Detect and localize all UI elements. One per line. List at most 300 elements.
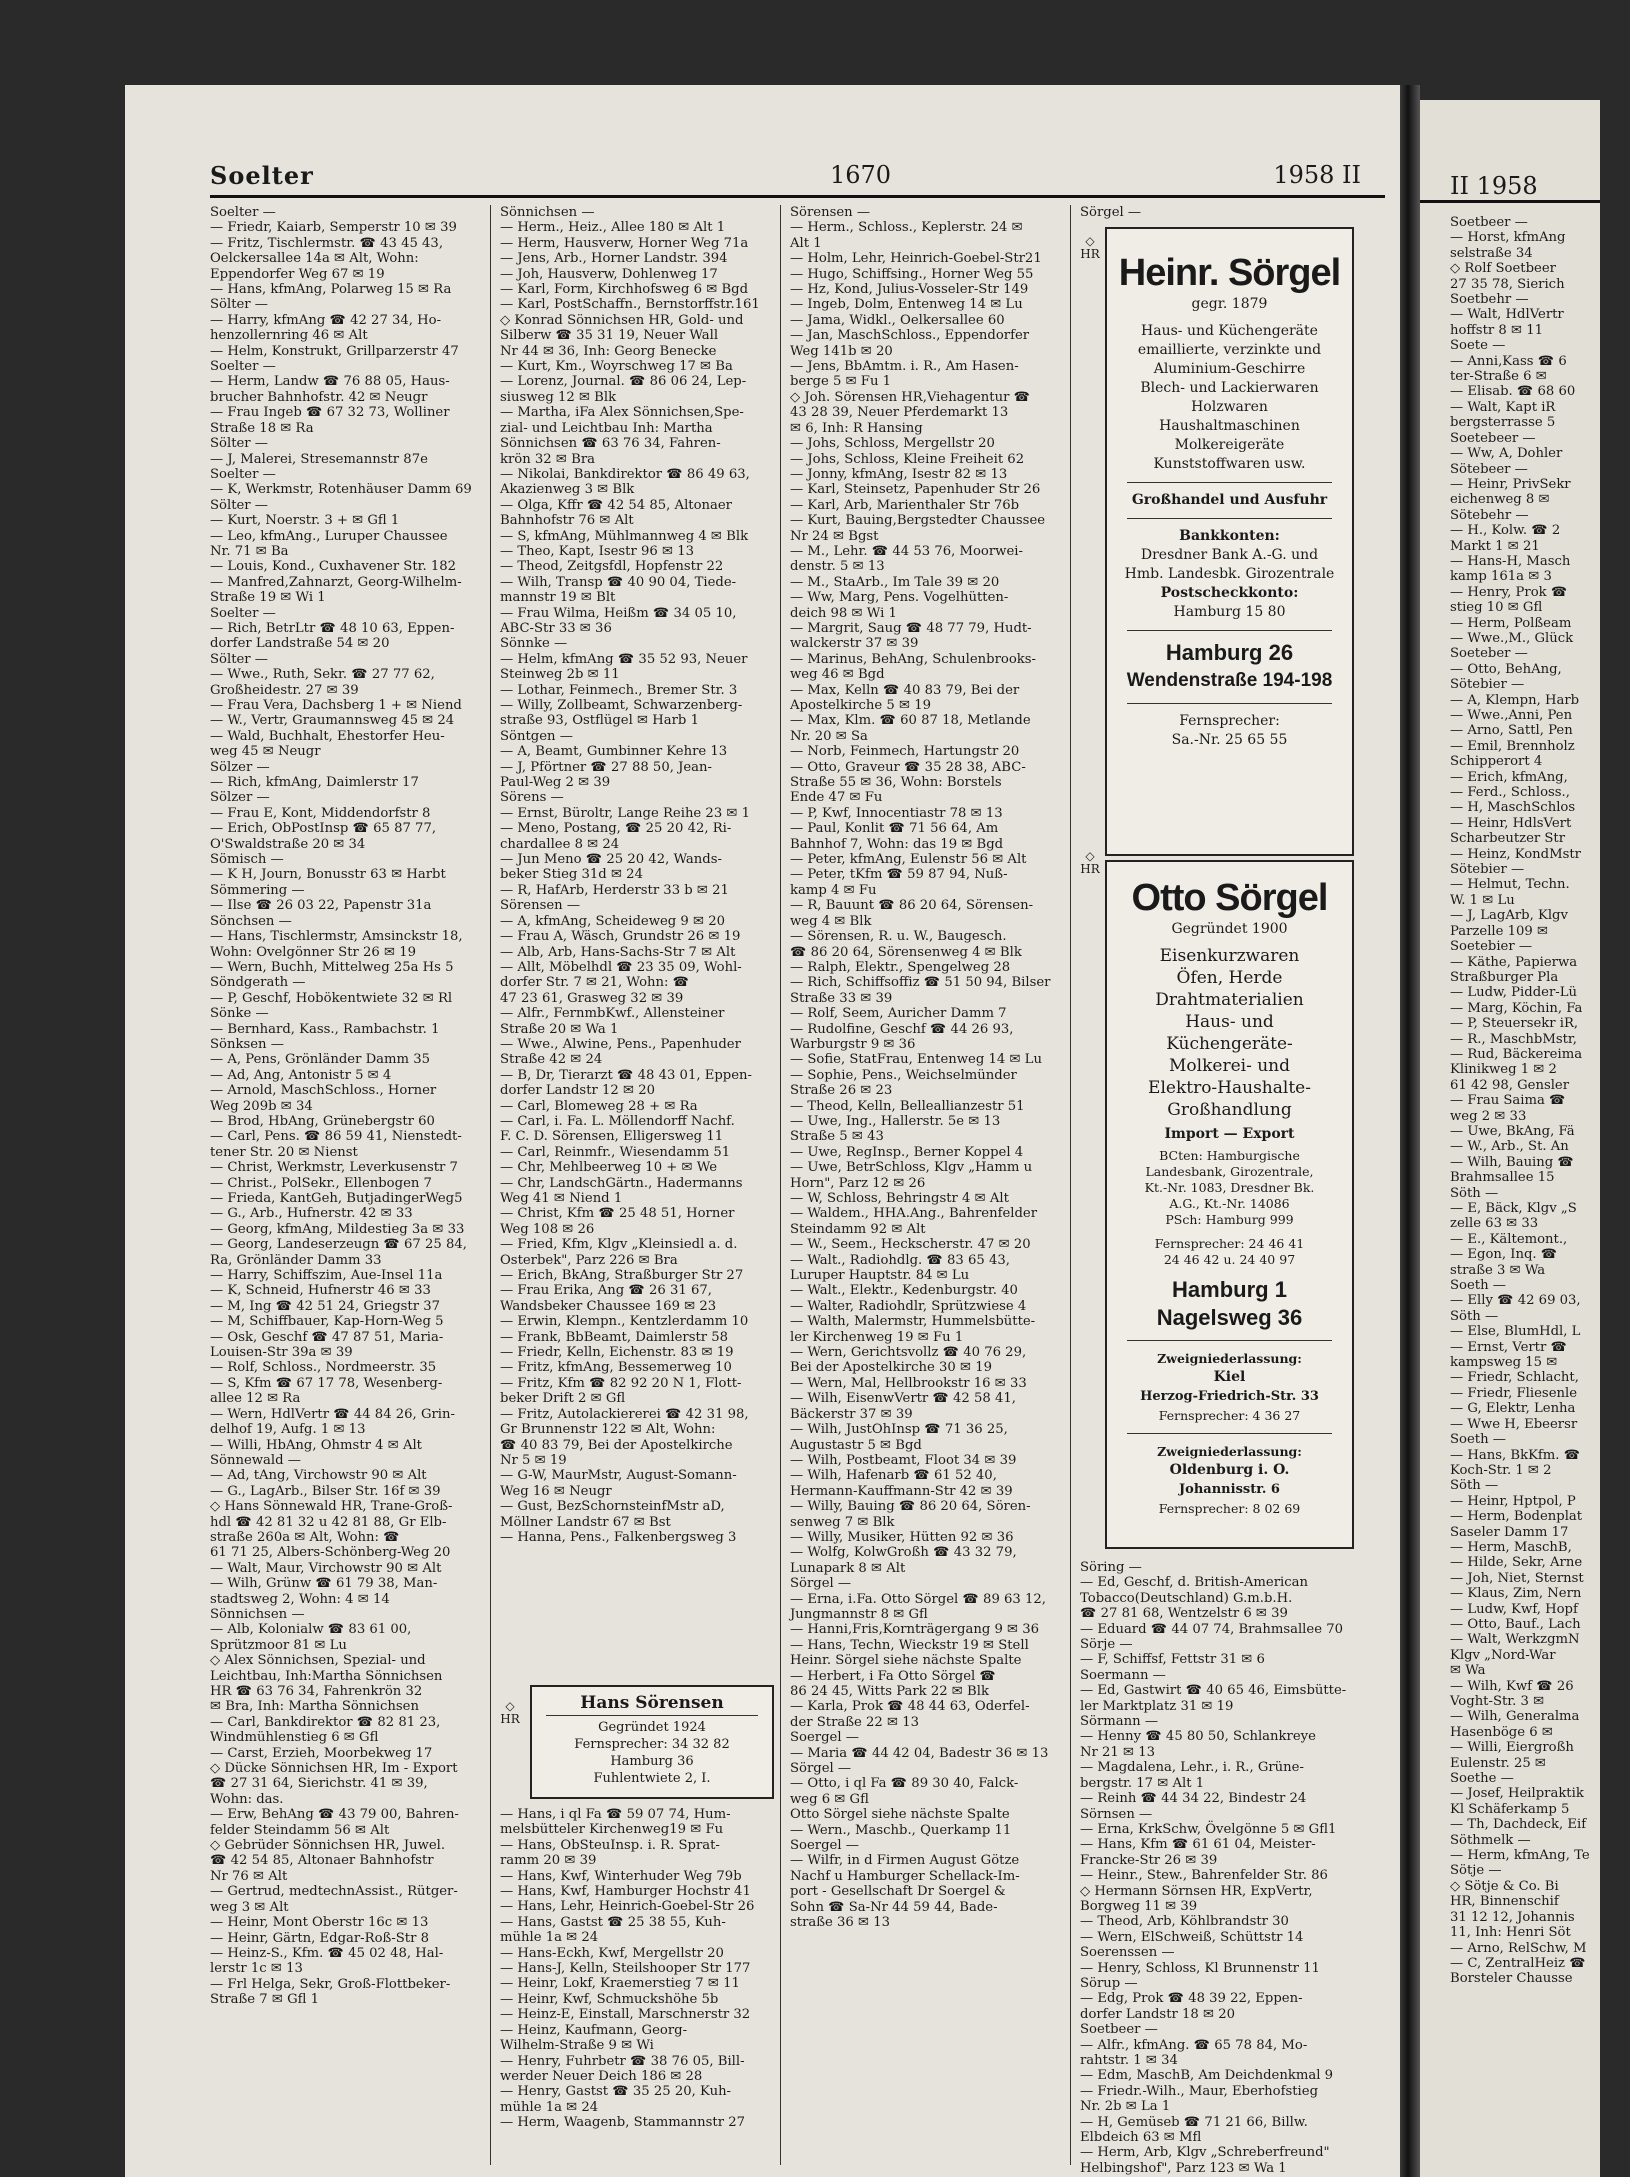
directory-entry: — Herm, kfmAng, Te xyxy=(1450,1848,1590,1864)
directory-entry: stieg 10 ✉ Gfl xyxy=(1450,600,1543,616)
directory-entry: ◇ Joh. Sörensen HR,Viehagentur ☎ xyxy=(790,389,1031,405)
directory-entry: — Harry, Schiffszim, Aue-Insel 11a xyxy=(210,1268,443,1284)
directory-entry: ☎ 27 81 68, Wentzelstr 6 ✉ 39 xyxy=(1080,1606,1288,1622)
directory-entry: — Wilh, Generalma xyxy=(1450,1709,1580,1725)
directory-entry: — Fritz, Kfm ☎ 82 92 20 N 1, Flott- xyxy=(500,1375,742,1391)
ad-city: Hamburg 26 xyxy=(1165,640,1294,665)
directory-entry: Weg 209b ✉ 34 xyxy=(210,1098,313,1114)
directory-entry: — Jan, MaschSchloss., Eppendorfer xyxy=(790,328,1030,344)
directory-entry: — Heinr., Stew., Bahrenfelder Str. 86 xyxy=(1080,1868,1328,1884)
ad-phone-title: Fernsprecher: xyxy=(1179,713,1280,729)
directory-entry: — Wilh, Kwf ☎ 26 xyxy=(1450,1678,1574,1694)
directory-entry: kamp 4 ✉ Fu xyxy=(790,882,877,898)
directory-entry: kampsweg 15 ✉ xyxy=(1450,1355,1558,1371)
directory-entry: — Henry, Gastst ☎ 35 25 20, Kuh- xyxy=(500,2084,732,2100)
directory-entry: denstr. 5 ✉ 13 xyxy=(790,559,885,575)
directory-entry: — Fritz, Autolackiererei ☎ 42 31 98, xyxy=(500,1406,749,1422)
directory-entry: Augustastr 5 ✉ Bgd xyxy=(790,1437,922,1453)
directory-entry: — Christ, Werkmstr, Leverkusenstr 7 xyxy=(210,1160,458,1176)
hr-marker: ◇ HR xyxy=(500,1699,520,1726)
directory-entry: — Herm., Schloss., Keplerstr. 24 ✉ xyxy=(790,220,1023,236)
directory-entry: Akazienweg 3 ✉ Blk xyxy=(500,482,635,498)
directory-entry: — Josef, Heilpraktik xyxy=(1450,1786,1584,1802)
ad-hans-soerensen xyxy=(530,1685,774,1799)
ad-branch1-title: Zweigniederlassung: xyxy=(1157,1351,1302,1366)
directory-entry: Soerenssen — xyxy=(1080,1945,1175,1961)
ad-line: Molkereigeräte xyxy=(1174,437,1285,453)
directory-entry: — Horst, kfmAng xyxy=(1450,230,1566,246)
column-1 xyxy=(210,205,480,2165)
directory-entry: ◇ Dücke Sönnichsen HR, Im - Export xyxy=(210,1761,458,1777)
directory-entry: Eulenstr. 25 ✉ xyxy=(1450,1755,1546,1771)
directory-entry: Großheidestr. 27 ✉ 39 xyxy=(210,682,359,698)
directory-entry: — Ingeb, Dolm, Entenweg 14 ✉ Lu xyxy=(790,297,1023,313)
directory-entry: — Martha, iFa Alex Sönnichsen,Spe- xyxy=(500,405,744,421)
directory-entry: — G-W, MaurMstr, August-Somann- xyxy=(500,1468,737,1484)
directory-entry: — Wern, Mal, Hellbrookstr 16 ✉ 33 xyxy=(790,1375,1027,1391)
directory-entry: Schipperort 4 xyxy=(1450,754,1543,770)
directory-entry: — Hans, Gastst ☎ 25 38 55, Kuh- xyxy=(500,1914,726,1930)
directory-entry: Apostelkirche 5 ✉ 19 xyxy=(790,698,931,713)
directory-entry: Straße 19 ✉ Wi 1 xyxy=(210,590,326,606)
directory-entry: — Henry, Fuhrbetr ☎ 38 76 05, Bill- xyxy=(500,2053,745,2069)
directory-entry: — Hans, Techn, Wieckstr 19 ✉ Stell xyxy=(790,1637,1029,1653)
directory-entry: Sönnichsen ☎ 63 76 34, Fahren- xyxy=(500,436,721,452)
directory-entry: Soelter — xyxy=(210,205,276,220)
directory-entry: ✉ Wa xyxy=(1450,1663,1486,1679)
directory-entry: — Kurt, Bauing,Bergstedter Chaussee xyxy=(790,513,1046,529)
directory-entry: ler Marktplatz 31 ✉ 19 xyxy=(1080,1698,1234,1714)
ad-line: Kt.-Nr. 1083, Dresdner Bk. xyxy=(1144,1180,1315,1195)
directory-entry: ☎ 42 54 85, Altonaer Bahnhofstr xyxy=(210,1853,434,1869)
directory-entry: — W., Seem., Heckscherstr. 47 ✉ 20 xyxy=(790,1237,1031,1253)
directory-entry: — Heinz, Kaufmann, Georg- xyxy=(500,2022,688,2038)
directory-entry: Soeteber — xyxy=(1450,646,1528,662)
directory-entry: — Ralph, Elektr., Spengelweg 28 xyxy=(790,959,1011,975)
running-head-name: Soelter xyxy=(210,161,314,190)
directory-entry: — Wwe., Ruth, Sekr. ☎ 27 77 62, xyxy=(210,667,435,683)
directory-entry: Sörup — xyxy=(1080,1975,1138,1991)
directory-entry: — K, Werkmstr, Rotenhäuser Damm 69 xyxy=(210,482,472,498)
directory-entry: — Heinz-S., Kfm. ☎ 45 02 48, Hal- xyxy=(210,1945,444,1961)
directory-entry: Warburgstr 9 ✉ 36 xyxy=(790,1036,916,1052)
directory-entry: — Erich, BkAng, Straßburger Str 27 xyxy=(500,1268,744,1284)
directory-entry: Jungmannstr 8 ✉ Gfl xyxy=(790,1606,928,1622)
directory-entry: Soeth — xyxy=(1450,1278,1506,1294)
directory-entry: — Elisab. ☎ 68 60 xyxy=(1450,384,1576,400)
directory-entry: — Fritz, kfmAng, Bessemerweg 10 xyxy=(500,1360,732,1376)
directory-entry: — Herm, MaschB, xyxy=(1450,1539,1572,1555)
directory-entry: ◇ Gebrüder Sönnichsen HR, Juwel. xyxy=(210,1838,446,1854)
directory-entry: Soergel — xyxy=(790,1730,859,1746)
ad-phone xyxy=(1107,1236,1352,1268)
directory-entry: Sörnsen — xyxy=(1080,1806,1153,1822)
directory-entry: — Marg, Köchin, Fa xyxy=(1450,1000,1583,1016)
directory-entry: — Olga, Kffr ☎ 42 54 85, Altonaer xyxy=(500,497,732,513)
directory-entry: — Ww, A, Dohler xyxy=(1450,446,1563,462)
ad-branch1-street: Herzog-Friedrich-Str. 33 xyxy=(1140,1389,1319,1404)
directory-entry: port - Gesellschaft Dr Soergel & xyxy=(790,1884,1006,1900)
directory-entry: — Wwe.,Anni, Pen xyxy=(1450,708,1573,723)
directory-entry: — C, ZentralHeiz ☎ xyxy=(1450,1955,1586,1971)
directory-entry: W. 1 ✉ Lu xyxy=(1450,892,1515,908)
directory-entry: — Rud, Bäckereima xyxy=(1450,1046,1583,1062)
directory-entry: straße 260a ✉ Alt, Wohn: ☎ xyxy=(210,1529,400,1545)
directory-entry: — F, Schiffsf, Fettstr 31 ✉ 6 xyxy=(1080,1652,1265,1668)
directory-entry: chardallee 8 ✉ 24 xyxy=(500,836,620,852)
directory-entry: Möllner Landstr 67 ✉ Bst xyxy=(500,1514,671,1530)
directory-entry: — A, Beamt, Gumbinner Kehre 13 xyxy=(500,744,728,760)
directory-entry: Weg 16 ✉ Neugr xyxy=(500,1483,612,1499)
directory-entry: — G, Elektr, Lenha xyxy=(1450,1401,1576,1417)
directory-entry: Sprützmoor 81 ✉ Lu xyxy=(210,1637,347,1653)
directory-entry: Steinweg 2b ✉ 11 xyxy=(500,667,620,683)
directory-entry: Nr 21 ✉ 13 xyxy=(1080,1744,1156,1760)
directory-entry: Gr Brunnenstr 122 ✉ Alt, Wohn: xyxy=(500,1422,716,1438)
ad-trade: Import — Export xyxy=(1164,1126,1295,1142)
ad-line: Großhandlung xyxy=(1167,1100,1292,1120)
directory-entry: kamp 161a ✉ 3 xyxy=(1450,569,1552,585)
directory-entry: straße 93, Ostflügel ✉ Harb 1 xyxy=(500,713,699,729)
directory-entry: Borsteler Chausse xyxy=(1450,1971,1573,1987)
directory-entry: Kl Schäferkamp 5 xyxy=(1450,1801,1570,1817)
directory-entry: — Johs, Schloss, Mergellstr 20 xyxy=(790,436,995,452)
directory-entry: bergstr. 17 ✉ Alt 1 xyxy=(1080,1775,1205,1791)
ad-line: emaillierte, verzinkte und xyxy=(1137,342,1322,358)
hr-marker: ◇ HR xyxy=(1080,849,1100,876)
directory-entry: — M., StaArb., Im Tale 39 ✉ 20 xyxy=(790,574,1000,590)
directory-entry: Sörgel — xyxy=(790,1576,852,1592)
directory-entry: 11, Inh: Henri Söt xyxy=(1450,1925,1571,1941)
directory-entry: — Alfr., kfmAng. ☎ 65 78 84, Mo- xyxy=(1080,2037,1308,2053)
directory-entry: — Ernst, Büroltr, Lange Reihe 23 ✉ 1 xyxy=(500,805,751,821)
directory-entry: — Alb, Kolonialw ☎ 83 61 00, xyxy=(210,1622,412,1638)
directory-entry: — Fried, Kfm, Klgv „Kleinsiedl a. d. xyxy=(500,1237,738,1253)
ad-post-title: Postscheckkonto: xyxy=(1160,585,1299,601)
directory-entry: Weg 41 ✉ Niend 1 xyxy=(500,1191,623,1206)
directory-entry: ✉ 6, Inh: R Hansing xyxy=(790,420,923,436)
directory-entry: — Karla, Prok ☎ 48 44 63, Oderfel- xyxy=(790,1699,1030,1715)
directory-entry: 47 23 61, Grasweg 32 ✉ 39 xyxy=(500,990,684,1006)
directory-entry: — S, kfmAng, Mühlmannweg 4 ✉ Blk xyxy=(500,528,749,544)
directory-entry: Koch-Str. 1 ✉ 2 xyxy=(1450,1462,1552,1478)
directory-entry: weg 3 ✉ Alt xyxy=(210,1899,289,1915)
directory-entry: — Rich, BetrLtr ☎ 48 10 63, Eppen- xyxy=(210,620,455,636)
page-number: 1670 xyxy=(830,161,892,189)
directory-entry: — Wwe., Alwine, Pens., Papenhuder xyxy=(500,1036,741,1052)
directory-entry: berge 5 ✉ Fu 1 xyxy=(790,374,892,390)
directory-entry: — Wald, Buchhalt, Ehestorfer Heu- xyxy=(210,728,445,744)
directory-entry: — Th, Dachdeck, Eif xyxy=(1450,1817,1587,1833)
directory-entry: — Willy, Bauing ☎ 86 20 64, Sören- xyxy=(790,1499,1031,1515)
directory-entry: — Uwe, Ing., Hallerstr. 5e ✉ 13 xyxy=(790,1113,1001,1129)
directory-entry: Soetebier — xyxy=(1450,939,1533,955)
directory-entry: — Karl, Arb, Marienthaler Str 76b xyxy=(790,497,1020,513)
directory-entry: — Kurt, Km., Woyrschweg 17 ✉ Ba xyxy=(500,359,733,375)
directory-entry: — Herm, Waagenb, Stammannstr 27 xyxy=(500,2115,745,2131)
directory-entry: — Wwe H, Ebeersr xyxy=(1450,1416,1578,1432)
directory-entry: Klinikweg 1 ✉ 2 xyxy=(1450,1062,1557,1078)
directory-entry: — Carl, Pens. ☎ 86 59 41, Nienstedt- xyxy=(210,1129,462,1145)
directory-entry: ABC-Str 33 ✉ 36 xyxy=(500,620,612,636)
directory-entry: — Hanni,Fris,Kornträgergang 9 ✉ 36 xyxy=(790,1622,1040,1638)
directory-entry: — Theod, Zeitgsfdl, Hopfenstr 22 xyxy=(500,559,724,575)
directory-entry: dorfer Landstraße 54 ✉ 20 xyxy=(210,636,390,652)
directory-entry: Soete — xyxy=(1450,338,1506,354)
directory-entry: Scharbeutzer Str xyxy=(1450,831,1566,847)
directory-entry: — S, Kfm ☎ 67 17 78, Wesenberg- xyxy=(210,1375,443,1391)
ad-phone: Sa.-Nr. 25 65 55 xyxy=(1171,732,1288,748)
directory-entry: melsbütteler Kirchenweg19 ✉ Fu xyxy=(500,1822,724,1838)
directory-entry: ter-Straße 6 ✉ xyxy=(1450,369,1547,385)
directory-entry: Tobacco(Deutschland) G.m.b.H. xyxy=(1080,1590,1293,1606)
directory-entry: ☎ 86 20 64, Sörensenweg 4 ✉ Blk xyxy=(790,944,1022,960)
directory-entry: — Erna, KrkSchw, Övelgönne 5 ✉ Gfl1 xyxy=(1080,1821,1337,1837)
directory-entry: Söth — xyxy=(1450,1185,1499,1201)
directory-entry: F. C. D. Sörensen, Elligersweg 11 xyxy=(500,1129,724,1145)
directory-entry: — Meno, Postang, ☎ 25 20 42, Ri- xyxy=(500,821,732,837)
directory-entry: — Hans, kfmAng, Polarweg 15 ✉ Ra xyxy=(210,282,452,298)
facing-page-column xyxy=(1450,215,1630,2165)
directory-entry: — Ludw, Pidder-Lü xyxy=(1450,985,1577,1001)
directory-entry: — M, Schiffbauer, Kap-Horn-Weg 5 xyxy=(210,1314,444,1330)
directory-entry: — Wern., Maschb., Querkamp 11 xyxy=(790,1822,1012,1838)
directory-entry: — Chr, Mehlbeerweg 10 + ✉ We xyxy=(500,1160,718,1176)
directory-entry: — B, Dr, Tierarzt ☎ 48 43 01, Eppen- xyxy=(500,1067,752,1083)
directory-entry: — E., Kältemont., xyxy=(1450,1231,1568,1247)
directory-entry: — Fritz, Tischlermstr. ☎ 43 45 43, xyxy=(210,235,444,251)
directory-entry: delhof 19, Aufg. 1 ✉ 13 xyxy=(210,1422,366,1438)
directory-entry: Osterbek", Parz 226 ✉ Bra xyxy=(500,1252,678,1268)
directory-entry: Wandsbeker Chaussee 169 ✉ 23 xyxy=(500,1298,717,1314)
directory-entry: Sömisch — xyxy=(210,852,284,868)
ad-heinr-soergel xyxy=(1105,227,1354,856)
ad-line: Haus- und xyxy=(1185,1012,1274,1032)
ad-founded: Gegründet 1924 xyxy=(598,1720,706,1735)
ad-line: Aluminium-Geschirre xyxy=(1153,361,1306,377)
directory-entry: — Helmut, Techn. xyxy=(1450,877,1570,893)
directory-entry: — Walth, Malermstr, Hummelsbütte- xyxy=(790,1314,1036,1330)
ad-line: PSch: Hamburg 999 xyxy=(1165,1212,1294,1227)
directory-entry: — Arno, RelSchw, M xyxy=(1450,1940,1587,1956)
directory-entry: — Walt, Kapt iR xyxy=(1450,399,1556,415)
directory-entry: dorfer Str. 7 ✉ 21, Wohn: ☎ xyxy=(500,975,690,991)
directory-page xyxy=(125,85,1400,2177)
directory-entry: — Uwe, BetrSchloss, Klgv „Hamm u xyxy=(790,1160,1033,1176)
ad-branch2-phone: Fernsprecher: 8 02 69 xyxy=(1158,1501,1301,1516)
directory-entry: walckerstr 37 ✉ 39 xyxy=(790,636,919,652)
ad-branch1-phone: Fernsprecher: 4 36 27 xyxy=(1158,1408,1301,1423)
directory-entry: — W., Vertr, Graumannsweg 45 ✉ 24 xyxy=(210,713,455,729)
directory-entry: Brahmsallee 15 xyxy=(1450,1170,1555,1186)
directory-entry: Sötebeer — xyxy=(1450,461,1528,477)
directory-entry: Silberw ☎ 35 31 19, Neuer Wall xyxy=(500,328,719,344)
directory-entry: — Herm, Hausverw, Horner Weg 71a xyxy=(500,235,749,251)
directory-entry: — Otto, Bauf., Lach xyxy=(1450,1616,1581,1632)
directory-entry: ◇ Hermann Sörnsen HR, ExpVertr, xyxy=(1080,1883,1313,1899)
directory-entry: — Joh, Hausverw, Dohlenweg 17 xyxy=(500,266,718,282)
directory-entry: — Carl, Bankdirektor ☎ 82 81 23, xyxy=(210,1714,441,1730)
ad-founded: gegr. 1879 xyxy=(1191,296,1268,312)
directory-entry: Söth — xyxy=(1450,1478,1499,1494)
directory-entry: Sönnichsen — xyxy=(210,1606,305,1622)
directory-entry: — Wolfg, KolwGroßh ☎ 43 32 79, xyxy=(790,1545,1017,1561)
directory-entry: — Carl, Reinmfr., Wiesendamm 51 xyxy=(500,1144,731,1160)
directory-entry: ◇ Sötje & Co. Bi xyxy=(1450,1878,1559,1894)
directory-entry: — Ed, Geschf, d. British-American xyxy=(1080,1575,1308,1591)
directory-entry: — Elly ☎ 42 69 03, xyxy=(1450,1293,1581,1309)
directory-entry: — Wilh, Postbeamt, Floot 34 ✉ 39 xyxy=(790,1452,1017,1468)
directory-entry: — Alb, Arb, Hans-Sachs-Str 7 ✉ Alt xyxy=(500,944,736,960)
directory-entry: — Ad, Ang, Antonistr 5 ✉ 4 xyxy=(210,1067,392,1083)
directory-entry: ☎ 27 31 64, Sierichstr. 41 ✉ 39, xyxy=(210,1776,428,1792)
directory-entry: Sönke — xyxy=(210,1006,269,1022)
directory-entry: Markt 1 ✉ 21 xyxy=(1450,538,1540,554)
directory-entry: — Herm, Bodenplat xyxy=(1450,1509,1583,1525)
directory-entry: — Manfred,Zahnarzt, Georg-Wilhelm- xyxy=(210,574,462,590)
directory-entry: Sörgel — xyxy=(1080,205,1142,220)
directory-entry: Sönksen — xyxy=(210,1036,284,1052)
directory-entry: — Karl, PostSchaffn., Bernstorffstr.161 xyxy=(500,297,760,313)
directory-entry: — Wilh, Hafenarb ☎ 61 52 40, xyxy=(790,1468,997,1484)
directory-entry: Borgweg 11 ✉ 39 xyxy=(1080,1898,1198,1914)
directory-entry: — Karl, Form, Kirchhofsweg 6 ✉ Bgd xyxy=(500,282,749,298)
directory-entry: — J, LagArb, Klgv xyxy=(1450,908,1568,924)
directory-entry: — Bernhard, Kass., Rambachstr. 1 xyxy=(210,1021,440,1037)
directory-entry: zial- und Leichtbau Inh: Martha xyxy=(500,420,713,436)
directory-entry: Soethe — xyxy=(1450,1771,1514,1787)
directory-entry: — Hans, Kwf, Hamburger Hochstr 41 xyxy=(500,1884,751,1900)
directory-entry: — Christ, Kfm ☎ 25 48 51, Horner xyxy=(500,1206,735,1222)
directory-entry: Sörmann — xyxy=(1080,1714,1159,1730)
directory-entry: — Peter, kfmAng, Eulenstr 56 ✉ Alt xyxy=(790,852,1027,868)
directory-entry: — Wern, ElSchweiß, Schüttstr 14 xyxy=(1080,1929,1304,1945)
directory-entry: — Lorenz, Journal. ☎ 86 06 24, Lep- xyxy=(500,374,747,390)
directory-entry: Hasenböge 6 ✉ xyxy=(1450,1724,1553,1740)
directory-entry: — Reinh ☎ 44 34 22, Bindestr 24 xyxy=(1080,1791,1307,1807)
directory-entry: Luruper Hauptstr. 84 ✉ Lu xyxy=(790,1268,970,1284)
directory-entry: Paul-Weg 2 ✉ 39 xyxy=(500,775,611,791)
directory-entry: 43 28 39, Neuer Pferdemarkt 13 xyxy=(790,405,1009,421)
directory-entry: Soermann — xyxy=(1080,1667,1166,1683)
ad-city: Hamburg 36 xyxy=(610,1754,694,1769)
directory-entry: — A, Klempn, Harb xyxy=(1450,692,1580,708)
directory-entry: O'Swaldstraße 20 ✉ 34 xyxy=(210,836,366,852)
directory-entry: rahtstr. 1 ✉ 34 xyxy=(1080,2053,1178,2068)
directory-entry: — Otto, BehAng, xyxy=(1450,661,1562,677)
directory-entry: — Georg, kfmAng, Mildestieg 3a ✉ 33 xyxy=(210,1221,465,1237)
directory-entry: Francke-Str 26 ✉ 39 xyxy=(1080,1852,1218,1868)
directory-entry: dorfer Landstr 12 ✉ 20 xyxy=(500,1083,655,1099)
directory-entry: Soelter — xyxy=(210,605,276,621)
directory-entry: stadtsweg 2, Wohn: 4 ✉ 14 xyxy=(210,1591,390,1607)
directory-entry: Sörgel — xyxy=(790,1761,852,1777)
directory-entry: — Wern, Buchh, Mittelweg 25a Hs 5 xyxy=(210,959,454,975)
directory-entry: brucher Bahnhofstr. 42 ✉ Neugr xyxy=(210,389,428,405)
directory-entry: beker Stieg 31d ✉ 24 xyxy=(500,867,643,883)
directory-entry: ◇ Rolf Soetbeer xyxy=(1450,261,1556,277)
directory-entry: der Straße 22 ✉ 13 xyxy=(790,1714,920,1730)
ad-street: Wendenstraße 194-198 xyxy=(1126,670,1333,691)
directory-entry: — Rolf, Seem, Auricher Damm 7 xyxy=(790,1006,1007,1022)
directory-entry: weg 45 ✉ Neugr xyxy=(210,744,321,760)
directory-entry: — Gertrud, medtechnAssist., Rütger- xyxy=(210,1884,458,1900)
directory-entry: — K, Schneid, Hufnerstr 46 ✉ 33 xyxy=(210,1283,431,1299)
directory-entry: — Kurt, Noerstr. 3 + ✉ Gfl 1 xyxy=(210,513,400,529)
directory-entry: — Heinr, HdlsVert xyxy=(1450,815,1572,831)
ad-banks xyxy=(1107,546,1352,584)
directory-entry: — Henry, Schloss, Kl Brunnenstr 11 xyxy=(1080,1960,1320,1976)
directory-entry: — Herm, Arb, Klgv „Schreberfreund" xyxy=(1080,2145,1330,2161)
directory-entry: — Erw, BehAng ☎ 43 79 00, Bahren- xyxy=(210,1807,459,1823)
ad-line: Haushaltmaschinen xyxy=(1159,418,1300,434)
ad-post: Hamburg 15 80 xyxy=(1173,604,1286,620)
directory-entry: Sötebehr — xyxy=(1450,507,1529,523)
ad-line: Hmb. Landesbk. Girozentrale xyxy=(1124,566,1335,582)
directory-entry: — Rich, Schiffsoffiz ☎ 51 50 94, Bilser xyxy=(790,975,1051,991)
directory-entry: Sölzer — xyxy=(210,790,270,806)
directory-entry: — Lothar, Feinmech., Bremer Str. 3 xyxy=(500,682,738,698)
ad-line: Kunststoffwaren usw. xyxy=(1153,456,1306,472)
column-4 xyxy=(1080,1560,1350,2176)
directory-entry: — Ed, Gastwirt ☎ 40 65 46, Eimsbütte- xyxy=(1080,1683,1347,1699)
directory-entry: — Willy, Zollbeamt, Schwarzenberg- xyxy=(500,698,743,713)
directory-entry: — Leo, kfmAng., Luruper Chaussee xyxy=(210,528,448,544)
directory-entry: — Wilh, Transp ☎ 40 90 04, Tiede- xyxy=(500,574,737,590)
directory-entry: — Alfr., FernmbKwf., Allensteiner xyxy=(500,1006,725,1022)
directory-entry: werder Neuer Deich 186 ✉ 28 xyxy=(500,2068,703,2084)
directory-entry: deich 98 ✉ Wi 1 xyxy=(790,605,897,621)
directory-entry: mannstr 19 ✉ Blt xyxy=(500,590,616,606)
directory-entry: — Peter, tKfm ☎ 59 87 94, Nuß- xyxy=(790,867,1008,883)
directory-entry: Straße 7 ✉ Gfl 1 xyxy=(210,1992,320,2008)
directory-entry: Soelter — xyxy=(210,466,276,482)
directory-entry: — Max, Kelln ☎ 40 83 79, Bei der xyxy=(790,682,1020,698)
directory-entry: — Edm, MaschB, Am Deichdenkmal 9 xyxy=(1080,2068,1334,2084)
directory-entry: Leichtbau, Inh:Martha Sönnichsen xyxy=(210,1668,443,1684)
directory-entry: ☎ 40 83 79, Bei der Apostelkirche xyxy=(500,1437,733,1453)
directory-entry: — Hans, Lehr, Heinrich-Goebel-Str 26 xyxy=(500,1899,755,1915)
directory-entry: Wohn: das. xyxy=(210,1791,284,1807)
directory-entry: Parzelle 109 ✉ xyxy=(1450,923,1549,939)
directory-entry: — Wilh, Grünw ☎ 61 79 38, Man- xyxy=(210,1576,438,1592)
directory-entry: — Frau Wilma, Heißm ☎ 34 05 10, xyxy=(500,605,737,621)
directory-entry: — Else, BlumHdl, L xyxy=(1450,1324,1581,1340)
directory-entry: allee 12 ✉ Ra xyxy=(210,1391,301,1407)
directory-entry: Söring — xyxy=(1080,1560,1142,1575)
directory-entry: Sölter — xyxy=(210,651,268,667)
directory-entry: — Sophie, Pens., Weichselmünder xyxy=(790,1067,1017,1083)
directory-entry: — G., Arb., Hufnerstr. 42 ✉ 33 xyxy=(210,1206,413,1222)
directory-entry: — Wern, Gerichtsvollz ☎ 40 76 29, xyxy=(790,1345,1027,1361)
directory-entry: — Walter, Radiohdlr, Sprützwiese 4 xyxy=(790,1298,1027,1314)
directory-entry: — Heinr, Kwf, Schmuckshöhe 5b xyxy=(500,1991,719,2007)
directory-entry: Sölter — xyxy=(210,436,268,452)
directory-entry: Lunapark 8 ✉ Alt xyxy=(790,1560,906,1576)
directory-entry: — Theo, Kapt, Isestr 96 ✉ 13 xyxy=(500,543,694,559)
directory-entry: — H, Gemüseb ☎ 71 21 66, Billw. xyxy=(1080,2114,1308,2130)
directory-entry: — Heinz, KondMstr xyxy=(1450,846,1581,862)
directory-entry: — Heinr, Hptpol, P xyxy=(1450,1493,1576,1509)
directory-entry: ◇ Konrad Sönnichsen HR, Gold- und xyxy=(500,312,744,328)
directory-entry: Sönnichsen — xyxy=(500,205,595,220)
directory-entry: — Paul, Konlit ☎ 71 56 64, Am xyxy=(790,821,999,837)
directory-entry: — W., Arb., St. An xyxy=(1450,1139,1569,1155)
directory-entry: — Sofie, StatFrau, Entenweg 14 ✉ Lu xyxy=(790,1052,1042,1068)
directory-entry: Voght-Str. 3 ✉ xyxy=(1450,1694,1545,1709)
directory-entry: Straße 55 ✉ 36, Wohn: Borstels xyxy=(790,775,1002,791)
directory-entry: — Frau Erika, Ang ☎ 26 31 67, xyxy=(500,1283,712,1299)
